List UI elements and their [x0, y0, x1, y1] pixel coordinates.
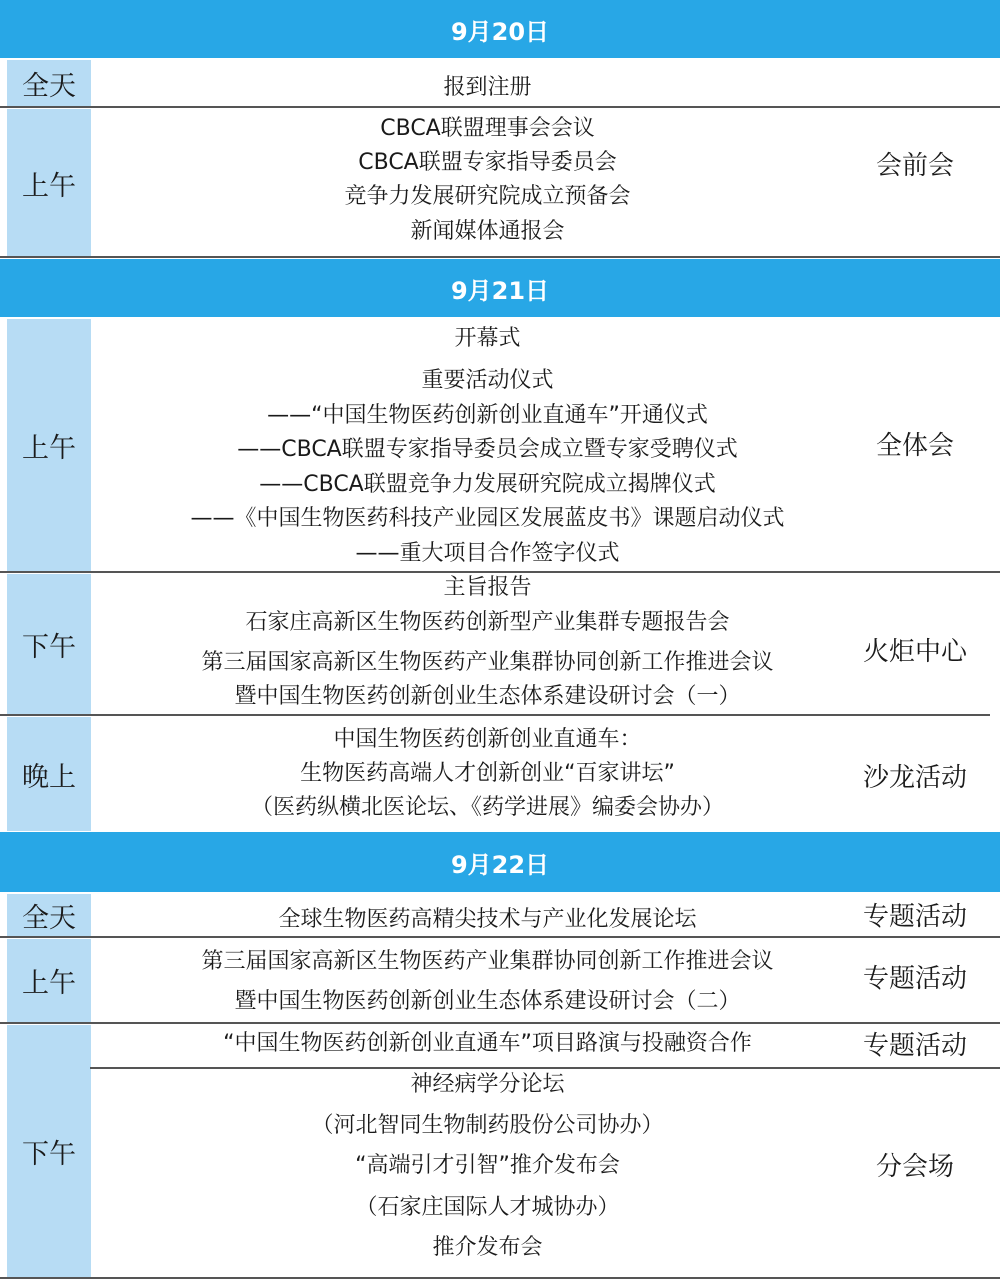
day-header: 9月22日	[0, 832, 1000, 892]
time-cell: 上午	[7, 109, 91, 258]
session-line: ——《中国生物医药科技产业园区发展蓝皮书》课题启动仪式	[190, 506, 785, 531]
day-header: 9月21日	[0, 259, 1000, 317]
session-line: ——CBCA联盟专家指导委员会成立暨专家受聘仪式	[237, 437, 738, 462]
session-line: 中国生物医药创新创业直通车：	[333, 727, 642, 752]
time-cell: 全天	[7, 894, 91, 936]
session-line: CBCA联盟理事会会议	[380, 116, 595, 141]
session-type: 专题活动	[862, 902, 967, 932]
session-line: 第三届国家高新区生物医药产业集群协同创新工作推进会议	[201, 949, 774, 974]
session-line: 生物医药高端人才创新创业“百家讲坛”	[300, 761, 675, 786]
session-line: “中国生物医药创新创业直通车”项目路演与投融资合作	[223, 1031, 752, 1056]
session-type: 分会场	[875, 1152, 954, 1182]
row-divider	[0, 1022, 1000, 1024]
session-line: 第三届国家高新区生物医药产业集群协同创新工作推进会议	[201, 650, 774, 675]
time-cell: 全天	[7, 60, 91, 106]
time-cell: 晚上	[7, 717, 91, 831]
row-divider	[0, 1277, 1000, 1279]
session-type: 会前会	[875, 151, 954, 181]
session-line: “高端引才引智”推介发布会	[355, 1153, 620, 1178]
time-cell: 下午	[7, 574, 91, 714]
session-line: （医药纵横北医论坛、《药学进展》编委会协办）	[250, 795, 724, 820]
row-divider	[0, 714, 990, 716]
session-line: 暨中国生物医药创新创业生态体系建设研讨会（二）	[234, 989, 741, 1014]
session-line: ——重大项目合作签字仪式	[355, 541, 620, 566]
time-cell: 上午	[7, 939, 91, 1022]
session-line: 推介发布会	[432, 1235, 543, 1260]
session-line: （河北智同生物制药股份公司协办）	[311, 1113, 664, 1138]
session-type: 专题活动	[862, 1031, 967, 1061]
row-divider	[0, 936, 1000, 938]
session-line: 重要活动仪式	[421, 368, 554, 393]
session-line: 竞争力发展研究院成立预备会	[344, 184, 631, 209]
session-line: 石家庄高新区生物医药创新型产业集群专题报告会	[245, 610, 730, 635]
session-line: 主旨报告	[443, 575, 532, 600]
session-line: ——“中国生物医药创新创业直通车”开通仪式	[267, 403, 708, 428]
row-divider	[0, 256, 1000, 258]
session-line: 开幕式	[454, 326, 521, 351]
session-type: 火炬中心	[862, 637, 967, 667]
row-divider	[90, 1067, 1000, 1069]
session-line: 报到注册	[443, 75, 532, 100]
session-line: 神经病学分论坛	[410, 1072, 565, 1097]
time-cell: 上午	[7, 319, 91, 571]
session-type: 沙龙活动	[862, 763, 967, 793]
session-line: ——CBCA联盟竞争力发展研究院成立揭牌仪式	[259, 472, 716, 497]
session-type: 专题活动	[862, 964, 967, 994]
session-line: CBCA联盟专家指导委员会	[358, 150, 617, 175]
session-line: 暨中国生物医药创新创业生态体系建设研讨会（一）	[234, 684, 741, 709]
session-type: 全体会	[875, 431, 954, 461]
row-divider	[0, 106, 1000, 108]
day-header: 9月20日	[0, 0, 1000, 58]
session-line: 新闻媒体通报会	[410, 219, 565, 244]
session-line: （石家庄国际人才城协办）	[355, 1195, 620, 1220]
row-divider	[0, 571, 1000, 573]
session-line: 全球生物医药高精尖技术与产业化发展论坛	[278, 907, 697, 932]
time-cell: 下午	[7, 1025, 91, 1277]
